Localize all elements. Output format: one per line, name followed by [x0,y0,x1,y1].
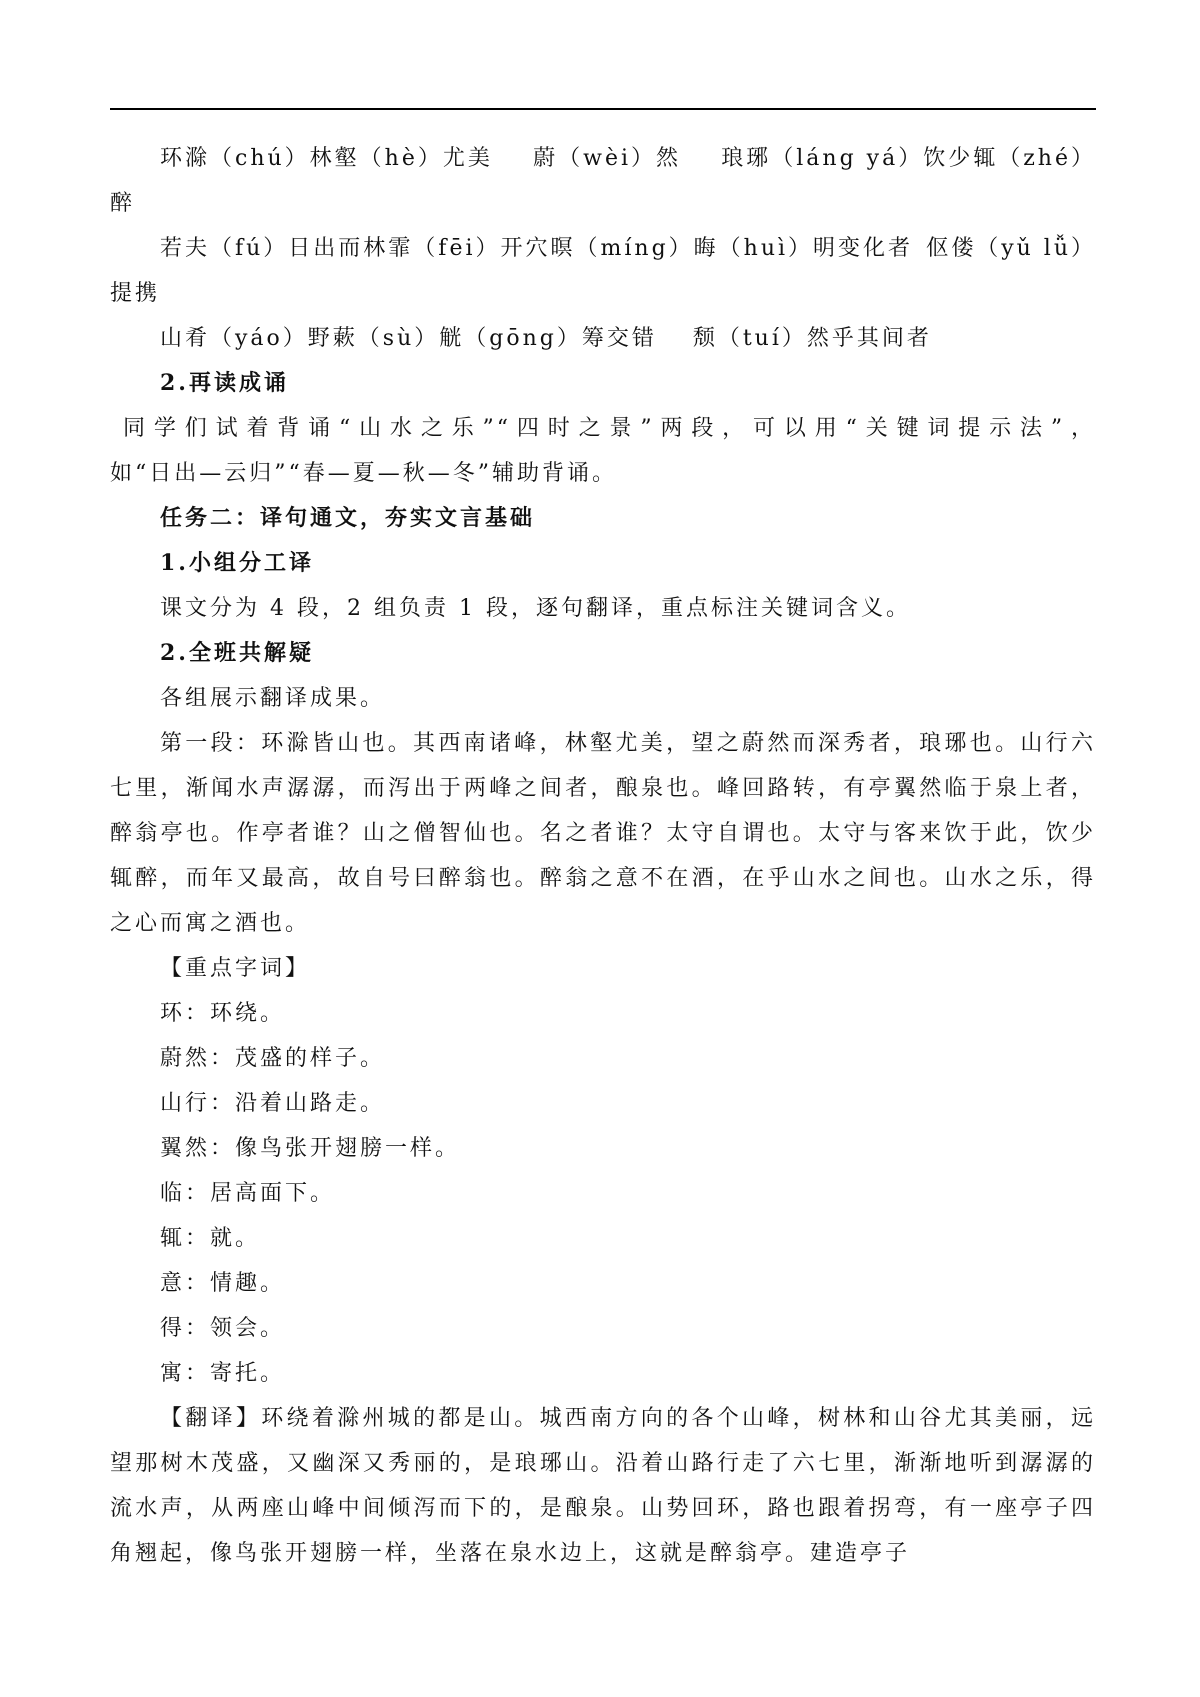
subheading-group-translate: 1.小组分工译 [160,550,314,576]
translation-paragraph [110,1396,1096,1576]
class-discussion-text: 各组展示翻译成果。 [160,686,386,711]
pinyin-item: 颓（tuí）然乎其间者 [692,326,932,351]
group-translate-text: 课文分为 4 段，2 组负责 1 段，逐句翻译，重点标注关键词含义。 [160,596,911,621]
key-word-item: 环：环绕。 [160,1001,286,1026]
pinyin-item: 环滁（chú）林壑（hè）尤美 [160,146,493,171]
pinyin-line-2-wrap: 提携 [110,281,161,306]
key-word-item: 得：领会。 [160,1316,286,1341]
key-word-item: 山行：沿着山路走。 [160,1091,386,1116]
key-word-item: 辄：就。 [160,1226,261,1251]
pinyin-line-1 [110,136,1096,181]
key-word-item: 寓：寄托。 [160,1361,286,1386]
key-word-item: 蔚然：茂盛的样子。 [160,1046,386,1071]
document-body [110,136,1096,1576]
pinyin-item: 若夫（fú）日出而林霏（fēi）开穴暝（míng）晦（huì）明变化者 [160,236,914,261]
key-word-item: 翼然：像鸟张开翅膀一样。 [160,1136,461,1161]
key-words-heading: 【重点字词】 [160,956,311,981]
pinyin-line-2 [110,226,1096,271]
pinyin-line-1-wrap: 醉 [110,191,136,216]
task-two-heading: 任务二：译句通文，夯实文言基础 [160,505,536,531]
recite-instruction-line-1: 同学们试着背诵“山水之乐”“四时之景”两段，可以用“关键词提示法”， [123,416,1096,441]
section-heading-recite: 2.再读成诵 [160,370,289,396]
header-rule [110,108,1096,110]
key-word-item: 临：居高面下。 [160,1181,336,1206]
recite-instruction-line-2: 如“日出—云归”“春—夏—秋—冬”辅助背诵。 [110,461,617,486]
pinyin-line-3 [110,316,1096,361]
translation-text: 环绕着滁州城的都是山。城西南方向的各个山峰，树林和山谷尤其美丽，远望那树木茂盛，又幽深又秀丽的，是琅琊山。沿着山路行走了六七里，渐渐地听到潺潺的流水声，从两座山峰中间倾泻而下的，是酿泉。山势回环，路也跟着拐弯，有一座亭子四角翘起，像鸟张开翅膀一样，坐落在泉水边上，这就是醉翁亭。建造亭子 [110,1406,1096,1566]
pinyin-item: 琅琊（láng yá）饮少辄（zhé） [721,146,1096,171]
pinyin-item: 蔚（wèi）然 [533,146,681,171]
subheading-class-discussion: 2.全班共解疑 [160,640,314,666]
original-passage: 第一段：环滁皆山也。其西南诸峰，林壑尤美，望之蔚然而深秀者，琅琊也。山行六七里，渐闻水声潺潺，而泻出于两峰之间者，酿泉也。峰回路转，有亭翼然临于泉上者，醉翁亭也。作亭者谁？山之僧智仙也。名之者谁？太守自谓也。太守与客来饮于此，饮少辄醉，而年又最高，故自号曰醉翁也。醉翁之意不在酒，在乎山水之间也。山水之乐，得之心而寓之酒也。 [110,731,1096,936]
pinyin-item: 伛偻（yǔ lǚ） [926,236,1096,261]
pinyin-item: 山肴（yáo）野蔌（sù）觥（gōng）筹交错 [160,326,657,351]
translation-label: 【翻译】 [160,1406,262,1431]
key-word-item: 意：情趣。 [160,1271,286,1296]
